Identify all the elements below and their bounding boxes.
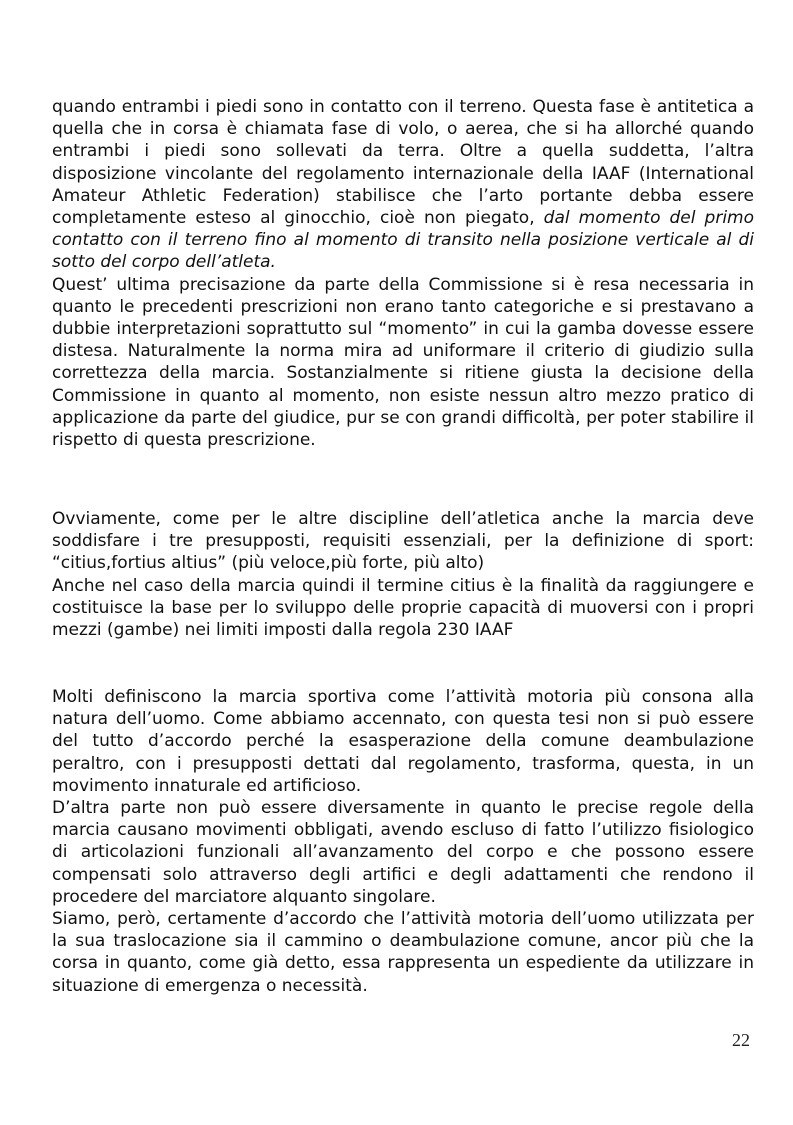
paragraph-sport-requisites: Ovviamente, come per le altre discipline dell’atletica anche la marcia deve soddisfare i tre presupposti, requisiti essenziali, per la definizione di sport: “citius,fortius altius” (più veloce,più forte, più alto) bbox=[52, 509, 754, 574]
paragraph-phase-definition bbox=[52, 96, 754, 274]
page-number: 22 bbox=[732, 1030, 750, 1050]
paragraph-phase-definition-text: quando entrambi i piedi sono in contatto con il terreno. Questa fase è antitetica a quella che in corsa è chiamata fase di volo, o aerea, che si ha allorché quando entrambi i piedi sono sollevati da terra. Oltre a quella suddetta, l’altra disposizione vincolante del regolamento internazionale della IAAF (International Amateur Athletic Federation) stabilisce che l’arto portante debba essere completamente esteso al ginocchio, cioè non piegato, bbox=[52, 97, 754, 229]
paragraph-natural-motion: Molti definiscono la marcia sportiva come l’attività motoria più consona alla natura dell’uomo. Come abbiamo accennato, con questa tesi non si può essere del tutto d’accordo perché la esasperazione della comune deambulazione peraltro, con i presupposti dettati dal regolamento, trasforma, questa, in un movimento innaturale ed artificioso. bbox=[52, 687, 754, 796]
regulation-quote-italic: dal momento del primo contatto con il terreno fino al momento di transito nella posizione verticale al di sotto del corpo dell’atleta. bbox=[52, 208, 754, 273]
paragraph-commission-note: Quest’ ultima precisazione da parte della Commissione si è resa necessaria in quanto le precedenti prescrizioni non erano tanto categoriche e si prestavano a dubbie interpretazioni soprattutto sul “momento” in cui la gamba dovesse essere distesa. Naturalmente la norma mira ad uniformare il criterio di giudizio sulla correttezza della marcia. Sostanzialmente si ritiene giusta la decisione della Commissione in quanto al momento, non esiste nessun altro mezzo pratico di applicazione da parte del giudice, pur se con grandi difficoltà, per poter stabilire il rispetto di questa prescrizione. bbox=[52, 274, 754, 451]
paragraph-citius: Anche nel caso della marcia quindi il termine citius è la finalità da raggiungere e costituisce la base per lo sviluppo delle proprie capacità di muoversi con i propri mezzi (gambe) nei limiti imposti dalla regola 230 IAAF bbox=[52, 575, 754, 641]
text-section-sport-definition bbox=[52, 508, 754, 641]
text-section-regulation bbox=[52, 96, 754, 451]
paragraph-agreement: Siamo, però, certamente d’accordo che l’attività motoria dell’uomo utilizzata per la sua traslocazione sia il cammino o deambulazione comune, ancor più che la corsa in quanto, come già detto, essa rappresenta un espediente da utilizzare in situazione di emergenza o necessità. bbox=[52, 909, 754, 996]
paragraph-forced-movements: D’altra parte non può essere diversamente in quanto le precise regole della marcia causano movimenti obbligati, avendo escluso di fatto l’utilizzo fisiologico di articolazioni funzionali all’avanzamento del corpo e che possono essere compensati solo attraverso degli artifici e degli adattamenti che rendono il procedere del marciatore alquanto singolare. bbox=[52, 798, 754, 907]
text-section-motor-activity bbox=[52, 686, 754, 997]
